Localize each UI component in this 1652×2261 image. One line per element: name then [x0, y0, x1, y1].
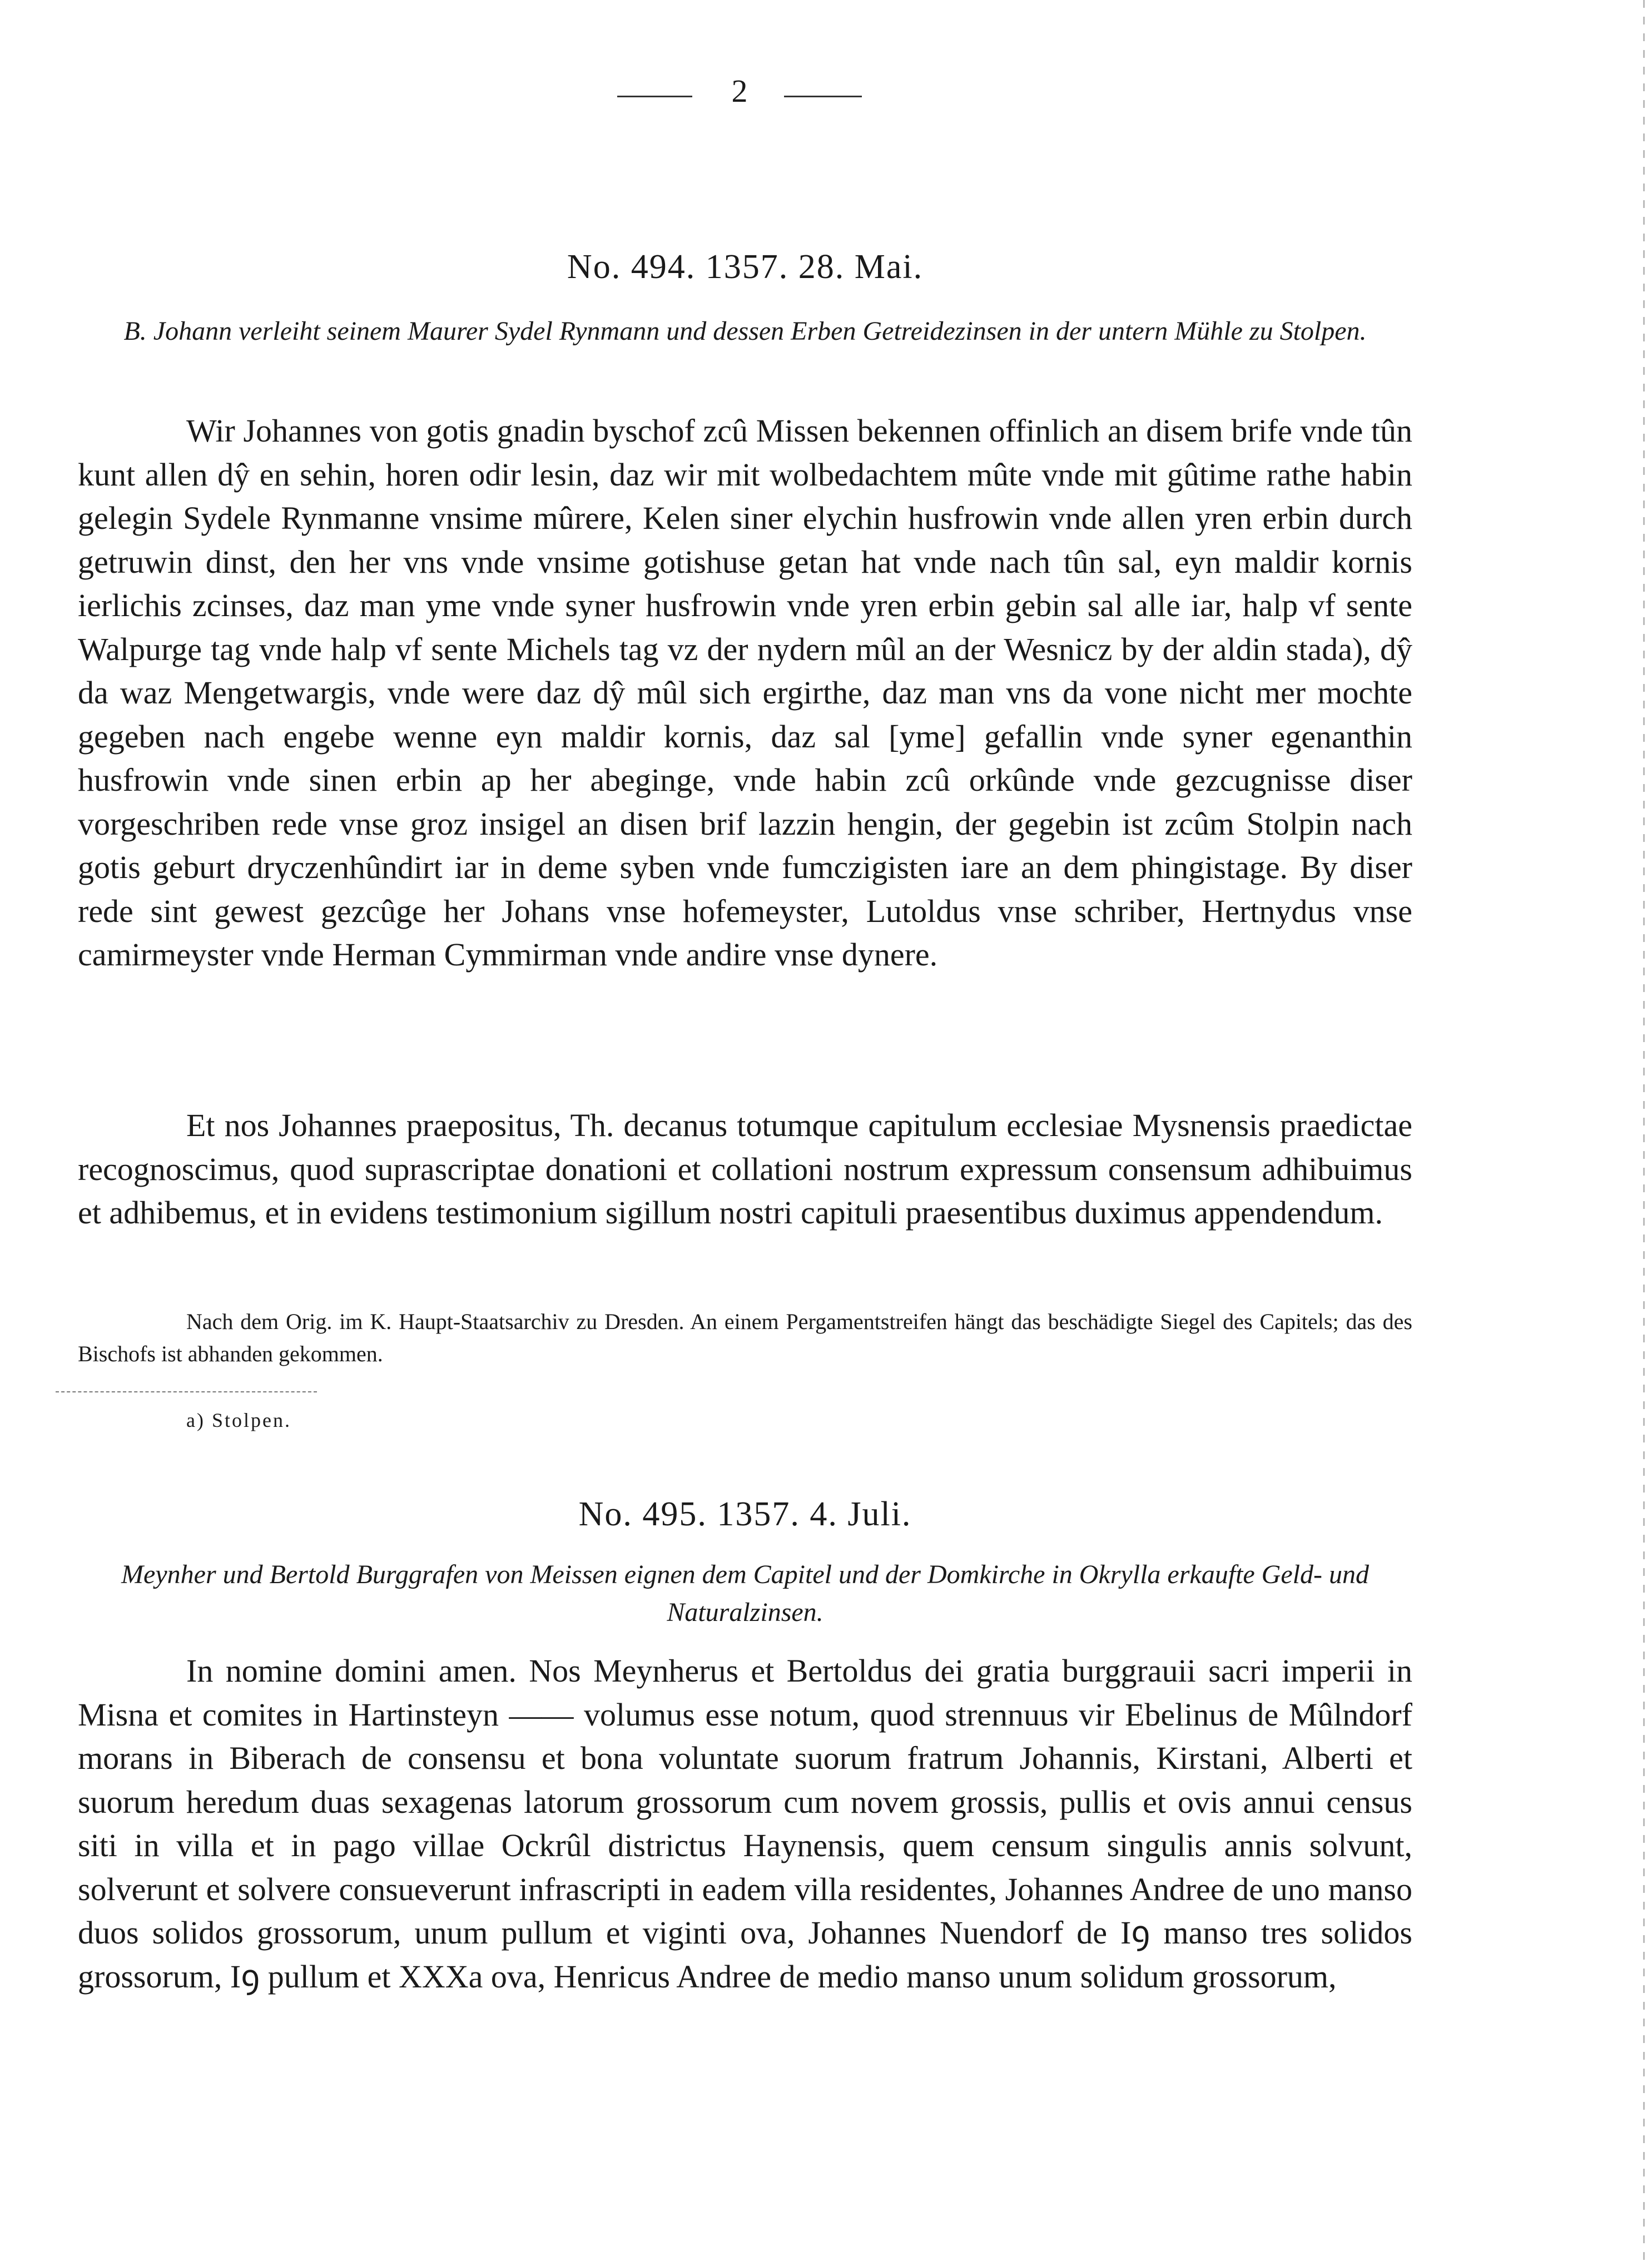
- document-summary: B. Johann verleiht seinem Maurer Sydel Rynmann und dessen Erben Getreidezinsen in der untern Mühle zu Stolpen.: [123, 316, 1367, 346]
- document-summary: Meynher und Bertold Burggrafen von Meissen eignen dem Capitel und der Domkirche in Okrylla erkaufte Geld- und Naturalzinsen.: [121, 1560, 1369, 1627]
- document-paragraph: In nomine domini amen. Nos Meynherus et Bertoldus dei gratia burggrauii sacri imperii in Misna et comites in Hartinsteyn —— volumus esse notum, quod strennuus vir Ebelinus de Mûlndorf morans in Biberach de consensu et bona voluntate suorum fratrum Johannis, Kirstani, Alberti et suorum heredum duas sexagenas latorum grossorum cum novem grossis, pullis et ovis annui census siti in villa et in pago villae Ockrûl districtus Haynensis, quem censum singulis annis solvunt, solverunt et solvere consueverunt infrascripti in eadem villa residentes, Johannes Andree de uno manso duos solidos grossorum, unum pullum et viginti ova, Johannes Nuendorf de Iꝯ manso tres solidos grossorum, Iꝯ pullum et XXXa ova, Henricus Andree de medio manso unum solidum grossorum,: [78, 1653, 1412, 1995]
- archival-note: Nach dem Orig. im K. Haupt-Staatsarchiv zu Dresden. An einem Pergamentstreifen hängt das beschädigte Siegel des Capitels; das des Bischofs ist abhanden gekommen.: [78, 1309, 1412, 1366]
- footnote: a) Stolpen.: [186, 1409, 291, 1431]
- document-paragraph: Et nos Johannes praepositus, Th. decanus totumque capitulum ecclesiae Mysnensis praedictae recognoscimus, quod suprascriptae donationi et collationi nostrum expressum consensum adhibuimus et adhibemus, et in evidens testimonium sigillum nostri capituli praesentibus duximus appendendum.: [78, 1107, 1412, 1231]
- header-rule-right: [784, 96, 862, 97]
- document-heading: No. 494. 1357. 28. Mai.: [567, 248, 924, 286]
- page-number: 2: [731, 73, 748, 109]
- scan-margin-edge: [1643, 0, 1645, 2261]
- header-rule-left: [617, 96, 692, 97]
- document-paragraph: Wir Johannes von gotis gnadin byschof zcû Missen bekennen offinlich an disem brife vnde tûn kunt allen dŷ en sehin, horen odir lesin, daz wir mit wolbedachtem mûte vnde mit gûtime rathe habin gelegin Sydele Rynmanne vnsime mûrere, Kelen siner elychin husfrowin vnde allen yren erbin durch getruwin dinst, den her vns vnde vnsime gotishuse getan hat vnde nach tûn sal, eyn maldir kornis ierlichis zcinses, daz man yme vnde syner husfrowin vnde yren erbin gebin sal alle iar, halp vf sente Walpurge tag vnde halp vf sente Michels tag vz der nydern mûl an der Wesnicz by der aldin stada), dŷ da waz Mengetwargis, vnde were daz dŷ mûl sich ergirthe, daz man vns da vone nicht mer mochte gegeben nach engebe wenne eyn maldir kornis, daz sal [yme] gefallin vnde syner egenanthin husfrowin vnde sinen erbin ap her abeginge, vnde habin zcû orkûnde vnde gezcugnisse diser vorgeschriben rede vnse groz insigel an disen brif lazzin hengin, der gegebin ist zcûm Stolpin nach gotis geburt dryczenhûndirt iar in deme syben vnde fumczigisten iare an dem phingistage. By diser rede sint gewest gezcûge her Johans vnse hofemeyster, Lutoldus vnse schriber, Hertnydus vnse camirmeyster vnde Herman Cymmirman vnde andire vnse dynere.: [78, 413, 1412, 973]
- footnote-separator: [56, 1391, 317, 1392]
- document-heading: No. 495. 1357. 4. Juli.: [578, 1495, 912, 1533]
